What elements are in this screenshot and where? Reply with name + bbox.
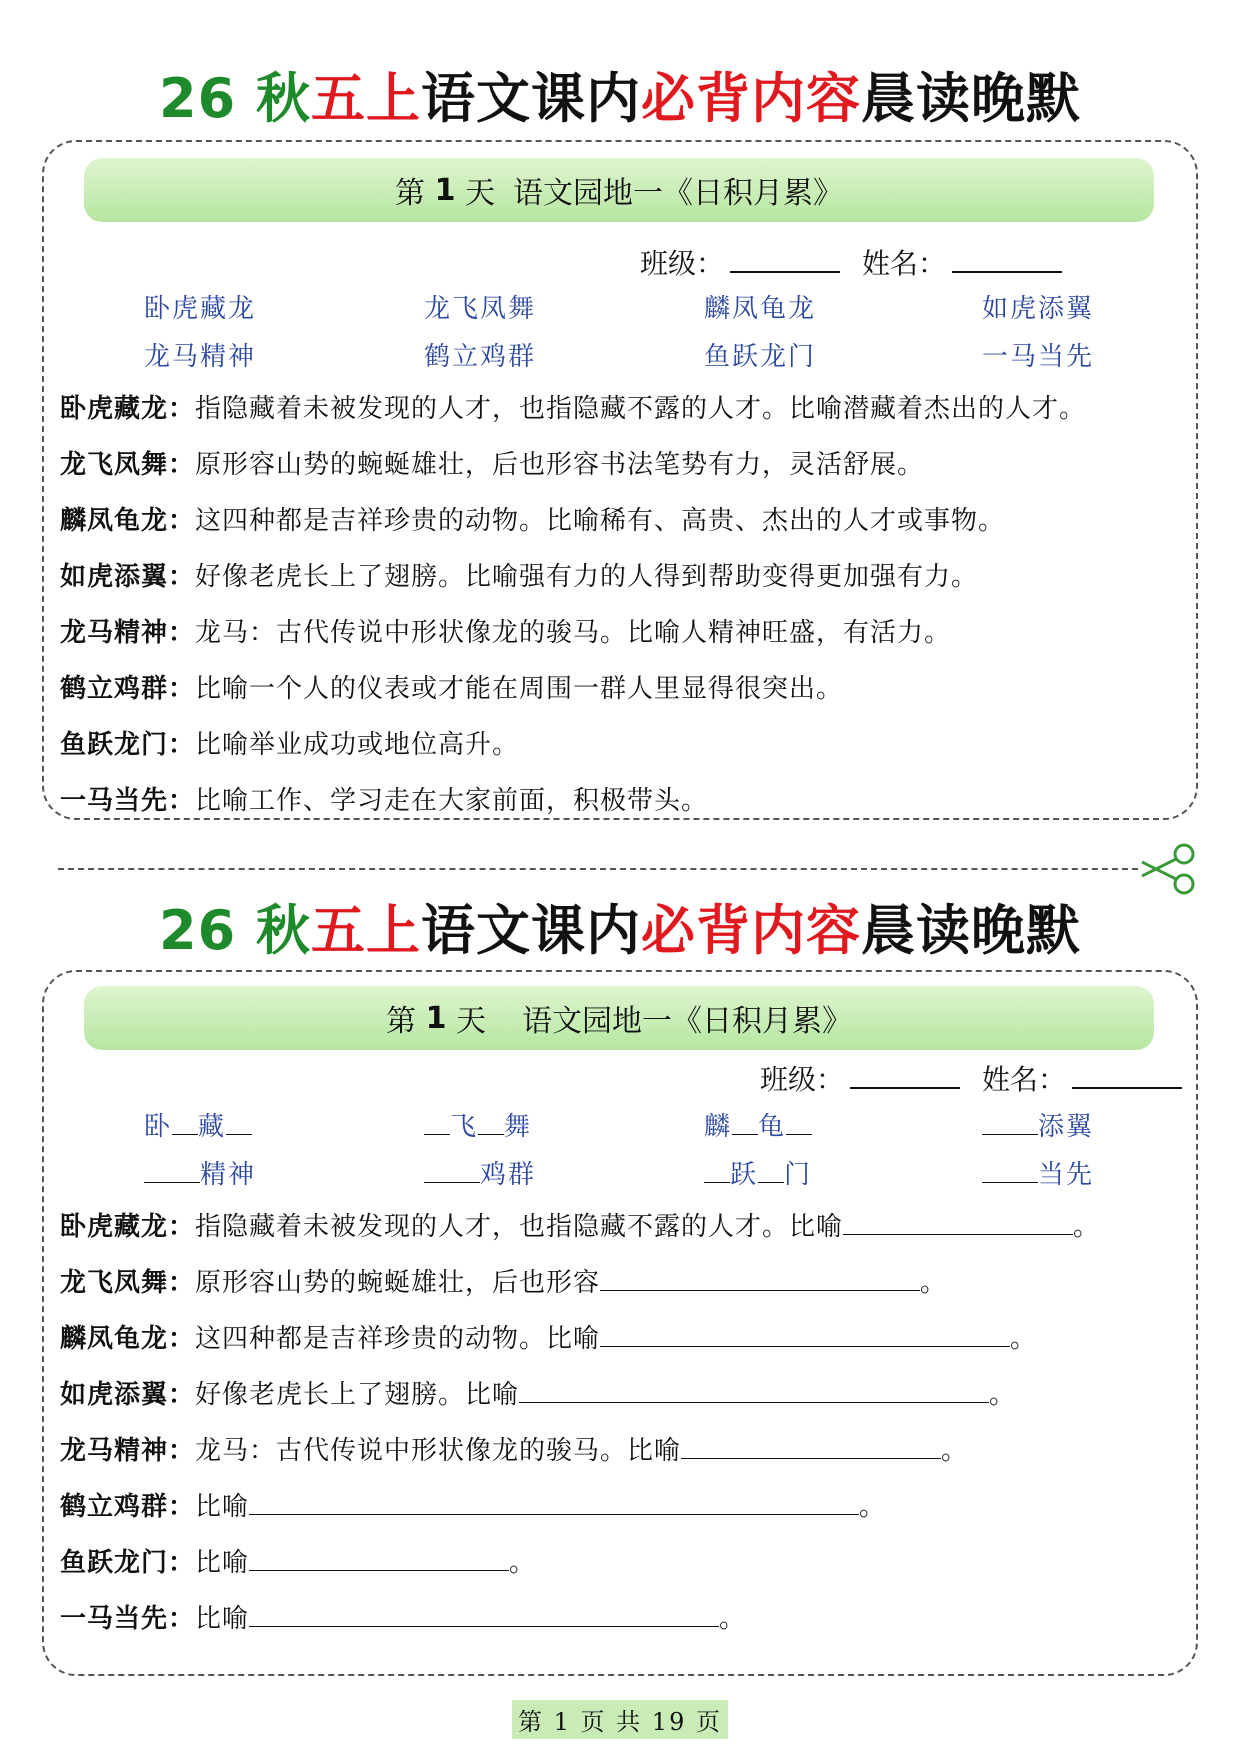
definition-line [60, 612, 951, 649]
title-part-4: 必背内容 [640, 899, 861, 962]
definition-term: 龙飞凤舞： [60, 1268, 196, 1298]
student-info [640, 242, 1084, 282]
page-number: 第 1 页 共 19 页 [512, 1700, 728, 1739]
idiom-blank-item: 添翼 [982, 1106, 1094, 1143]
title-part-2: 五上 [310, 67, 421, 130]
definition-text: 原形容山势的蜿蜒雄壮，后也形容 [195, 1268, 601, 1298]
banner-topic: 语文园地一《日积月累》 [521, 1004, 852, 1039]
definition-text: 比喻 [195, 1604, 250, 1634]
definition-line [60, 500, 1005, 537]
definition-term: 一马当先： [60, 786, 196, 816]
idiom-blank-item: 鸡群 [424, 1154, 536, 1191]
idiom-item: 麟凤龟龙 [704, 294, 817, 324]
fill-blank[interactable] [144, 1160, 200, 1183]
answer-line[interactable] [843, 1208, 1073, 1235]
idiom-blank-item: 精神 [144, 1154, 256, 1191]
fill-definition-line: 鹤立鸡群：比喻 。 [60, 1486, 886, 1523]
definition-line [60, 556, 978, 593]
answer-line[interactable] [249, 1488, 859, 1515]
page-title [0, 64, 1240, 134]
definition-text: 这四种都是吉祥珍贵的动物。比喻稀有、高贵、杰出的人才或事物。 [195, 506, 1006, 536]
fill-blank[interactable] [786, 1112, 812, 1135]
definition-text: 比喻 [195, 1492, 250, 1522]
name-field[interactable] [1072, 1065, 1182, 1089]
definition-text: 指隐藏着未被发现的人才，也指隐藏不露的人才。比喻 [195, 1212, 844, 1242]
banner-day-label: 第 [386, 1004, 417, 1039]
idiom-item: 鹤立鸡群 [424, 342, 537, 372]
name-label: 姓名： [862, 247, 947, 280]
title-part-2: 五上 [310, 899, 421, 962]
fill-definition-line: 麟凤龟龙：这四种都是吉祥珍贵的动物。比喻 。 [60, 1318, 1037, 1355]
fill-definition-line: 鱼跃龙门：比喻 。 [60, 1542, 536, 1579]
definition-term: 龙马精神： [60, 618, 196, 648]
class-field[interactable] [730, 249, 840, 273]
definition-term: 龙马精神： [60, 1436, 196, 1466]
answer-line[interactable] [600, 1320, 1010, 1347]
name-label: 姓名： [982, 1063, 1067, 1096]
class-field[interactable] [850, 1065, 960, 1089]
class-label: 班级： [640, 247, 725, 280]
fill-blank[interactable] [732, 1112, 758, 1135]
idiom-item: 龙马精神 [144, 342, 257, 372]
definition-term: 鹤立鸡群： [60, 1492, 196, 1522]
banner-topic: 语文园地一《日积月累》 [512, 176, 843, 211]
definition-term: 鱼跃龙门： [60, 730, 196, 760]
fill-blank[interactable] [478, 1112, 504, 1135]
scissors-icon [1138, 838, 1200, 900]
answer-line[interactable] [681, 1432, 941, 1459]
definition-term: 鹤立鸡群： [60, 674, 196, 704]
definition-term: 麟凤龟龙： [60, 506, 196, 536]
page-footer [0, 1700, 1240, 1739]
title-part-1: 26 秋 [159, 899, 311, 962]
banner-day-label: 第 [395, 176, 426, 211]
day-banner-repeat [84, 986, 1154, 1050]
fill-blank[interactable] [424, 1112, 450, 1135]
answer-line[interactable] [600, 1264, 920, 1291]
definition-term: 麟凤龟龙： [60, 1324, 196, 1354]
fill-blank[interactable] [172, 1112, 198, 1135]
fill-blank[interactable] [982, 1160, 1038, 1183]
definition-line [60, 444, 924, 481]
idiom-row [100, 336, 1140, 380]
definition-text: 好像老虎长上了翅膀。比喻强有力的人得到帮助变得更加强有力。 [195, 562, 979, 592]
definition-term: 如虎添翼： [60, 562, 196, 592]
definition-line [60, 780, 708, 817]
title-part-5: 晨读晚默 [860, 899, 1081, 962]
definition-term: 如虎添翼： [60, 1380, 196, 1410]
definition-term: 一马当先： [60, 1604, 196, 1634]
fill-definition-line: 如虎添翼：好像老虎长上了翅膀。比喻 。 [60, 1374, 1016, 1411]
definition-text: 这四种都是吉祥珍贵的动物。比喻 [195, 1324, 601, 1354]
definition-term: 龙飞凤舞： [60, 450, 196, 480]
definition-text: 比喻一个人的仪表或才能在周围一群人里显得很突出。 [195, 674, 844, 704]
definition-term: 鱼跃龙门： [60, 1548, 196, 1578]
definition-term: 卧虎藏龙： [60, 394, 196, 424]
definition-line [60, 668, 843, 705]
idiom-item: 鱼跃龙门 [704, 342, 817, 372]
fill-blank[interactable] [226, 1112, 252, 1135]
answer-line[interactable] [249, 1544, 509, 1571]
definition-line [60, 388, 1086, 425]
title-part-3: 语文课内 [420, 67, 641, 130]
idiom-item: 龙飞凤舞 [424, 294, 537, 324]
answer-line[interactable] [519, 1376, 989, 1403]
definition-term: 卧虎藏龙： [60, 1212, 196, 1242]
banner-day-unit: 天 [464, 176, 495, 211]
idiom-item: 如虎添翼 [982, 294, 1095, 324]
idiom-row [100, 1154, 1140, 1198]
page-title-repeat [0, 896, 1240, 966]
fill-definition-line: 卧虎藏龙：指隐藏着未被发现的人才，也指隐藏不露的人才。比喻 。 [60, 1206, 1100, 1243]
idiom-blank-item: 飞 舞 [424, 1106, 532, 1143]
idiom-item: 一马当先 [982, 342, 1095, 372]
fill-definition-line: 龙飞凤舞：原形容山势的蜿蜒雄壮，后也形容 。 [60, 1262, 947, 1299]
definition-text: 原形容山势的蜿蜒雄壮，后也形容书法笔势有力，灵活舒展。 [195, 450, 925, 480]
cut-line [58, 868, 1138, 870]
title-part-3: 语文课内 [420, 899, 641, 962]
student-info-repeat [760, 1058, 1204, 1098]
title-part-4: 必背内容 [640, 67, 861, 130]
definition-text: 龙马：古代传说中形状像龙的骏马。比喻人精神旺盛，有活力。 [195, 618, 952, 648]
definition-text: 比喻工作、学习走在大家前面，积极带头。 [195, 786, 709, 816]
definition-text: 比喻举业成功或地位高升。 [195, 730, 520, 760]
idiom-blank-item: 当先 [982, 1154, 1094, 1191]
day-banner [84, 158, 1154, 222]
fill-blank[interactable] [424, 1160, 480, 1183]
idiom-blank-item: 卧 藏 [144, 1106, 252, 1143]
fill-blank[interactable] [982, 1112, 1038, 1135]
banner-day-number: 1 [434, 172, 456, 208]
title-part-5: 晨读晚默 [860, 67, 1081, 130]
definition-text: 好像老虎长上了翅膀。比喻 [195, 1380, 520, 1410]
definition-text: 龙马：古代传说中形状像龙的骏马。比喻 [195, 1436, 682, 1466]
answer-line[interactable] [249, 1600, 719, 1627]
title-part-1: 26 秋 [159, 67, 311, 130]
idiom-blank-item: 跃 门 [704, 1154, 812, 1191]
idiom-row [100, 288, 1140, 332]
definition-line [60, 724, 519, 761]
fill-definition-line: 龙马精神：龙马：古代传说中形状像龙的骏马。比喻 。 [60, 1430, 968, 1467]
fill-blank[interactable] [704, 1160, 730, 1183]
fill-definition-line: 一马当先：比喻 。 [60, 1598, 746, 1635]
banner-day-unit: 天 [455, 1004, 486, 1039]
name-field[interactable] [952, 249, 1062, 273]
banner-day-number: 1 [425, 1000, 447, 1036]
fill-blank[interactable] [758, 1160, 784, 1183]
definition-text: 比喻 [195, 1548, 250, 1578]
definition-text: 指隐藏着未被发现的人才，也指隐藏不露的人才。比喻潜藏着杰出的人才。 [195, 394, 1087, 424]
idiom-row [100, 1106, 1140, 1150]
idiom-item: 卧虎藏龙 [144, 294, 257, 324]
idiom-blank-item: 麟 龟 [704, 1106, 812, 1143]
class-label: 班级： [760, 1063, 845, 1096]
